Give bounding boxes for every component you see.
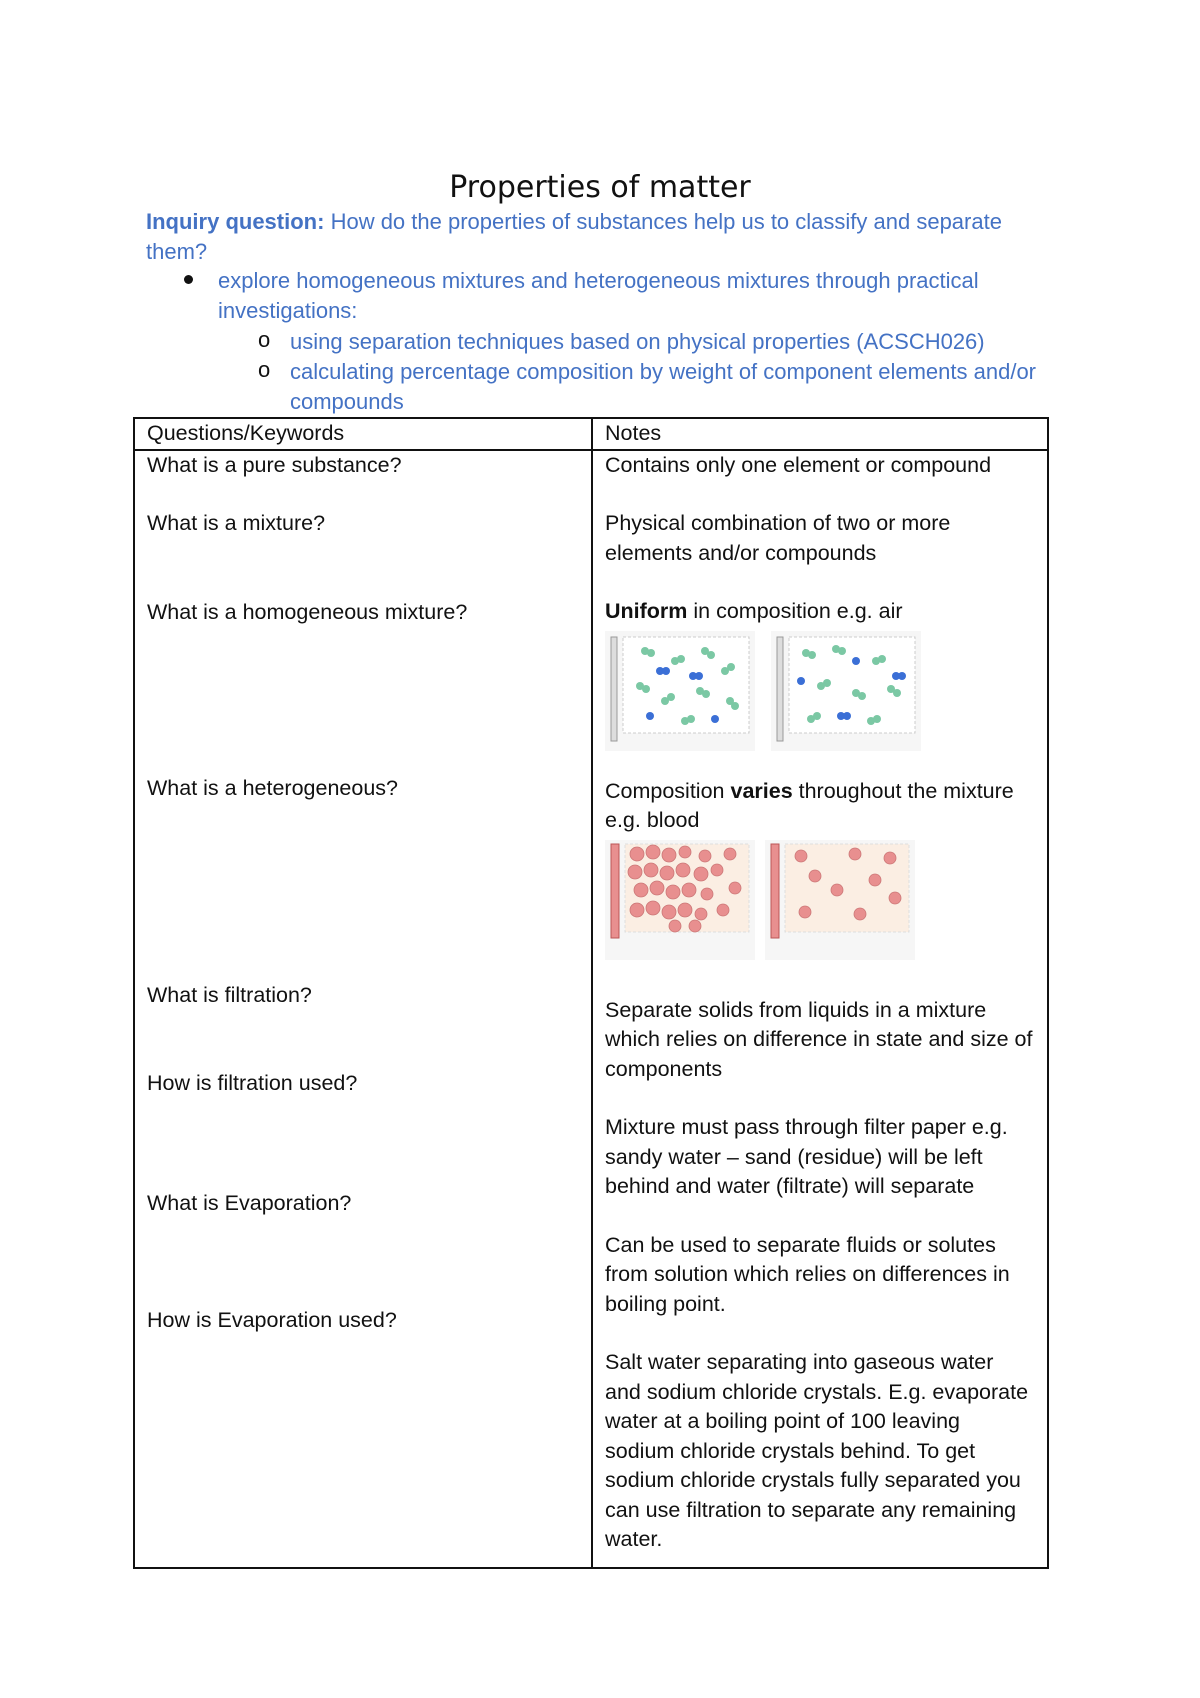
blood-figure-dense xyxy=(605,840,755,960)
note-pure-substance: Contains only one element or compound xyxy=(605,452,992,477)
question-mixture: What is a mixture? xyxy=(147,511,326,535)
note-heterogeneous-pre: Composition xyxy=(605,778,731,803)
note-evaporation: Can be used to separate fluids or solutes from solution which relies on differences in boiling point. xyxy=(605,1232,1010,1316)
inquiry-question xyxy=(146,207,1046,267)
question-filtration-use: How is filtration used? xyxy=(147,1071,358,1095)
table-header-row xyxy=(134,418,1048,450)
note-filtration-use: Mixture must pass through filter paper e.g. sandy water – sand (residue) will be left behind and water (filtrate) will separate xyxy=(605,1115,1008,1198)
notes-table xyxy=(133,417,1049,1569)
questions-column xyxy=(134,450,592,1568)
question-pure-substance: What is a pure substance? xyxy=(147,452,402,477)
question-filtration: What is filtration? xyxy=(147,982,312,1007)
sub-bullet-marker: o xyxy=(258,327,271,352)
note-heterogeneous xyxy=(605,777,1035,836)
air-mixture-figure xyxy=(771,631,921,751)
note-heterogeneous-bold: varies xyxy=(730,778,793,803)
note-homogeneous xyxy=(605,597,1035,627)
page-title: Properties of matter xyxy=(449,170,751,205)
inquiry-text: How do the properties of substances help us to classify and separate them? xyxy=(146,209,1002,264)
bullet-item: explore homogeneous mixtures and heterogeneous mixtures through practical investigations: xyxy=(218,268,979,323)
sub-bullet-item: using separation techniques based on physical properties (ACSCH026) xyxy=(290,329,985,354)
homogeneous-figures xyxy=(605,631,1035,751)
question-evaporation: What is Evaporation? xyxy=(147,1190,352,1215)
notes-column xyxy=(592,450,1048,1568)
table-row xyxy=(134,450,1048,1568)
header-questions: Questions/Keywords xyxy=(134,418,592,450)
question-evaporation-use: How is Evaporation used? xyxy=(147,1308,397,1332)
header-notes: Notes xyxy=(592,418,1048,450)
blood-figure-sparse xyxy=(765,840,915,960)
question-heterogeneous: What is a heterogeneous? xyxy=(147,776,398,800)
inquiry-label: Inquiry question: xyxy=(146,209,325,234)
note-homogeneous-bold: Uniform xyxy=(605,599,688,623)
note-evaporation-use: Salt water separating into gaseous water and sodium chloride crystals. E.g. evaporate water at a boiling point of 100 leaving sodium chloride crystals behind. To get sodium chloride crystals fully separated you can use filtration to separate any remaining water. xyxy=(605,1350,1029,1551)
question-homogeneous: What is a homogeneous mixture? xyxy=(147,599,468,624)
note-homogeneous-rest: in composition e.g. air xyxy=(687,599,903,623)
note-filtration: Separate solids from liquids in a mixture which relies on difference in state and size of components xyxy=(605,997,1033,1081)
sub-bullet-item: calculating percentage composition by weight of component elements and/or compounds xyxy=(290,359,1037,414)
heterogeneous-figures xyxy=(605,840,1035,960)
bullet-dot xyxy=(184,275,193,284)
note-heterogeneous-post: throughout the mixture e.g. blood xyxy=(605,778,1014,832)
air-mixture-figure xyxy=(605,631,755,751)
sub-bullet-marker: o xyxy=(258,357,271,382)
note-mixture: Physical combination of two or more elements and/or compounds xyxy=(605,511,951,565)
